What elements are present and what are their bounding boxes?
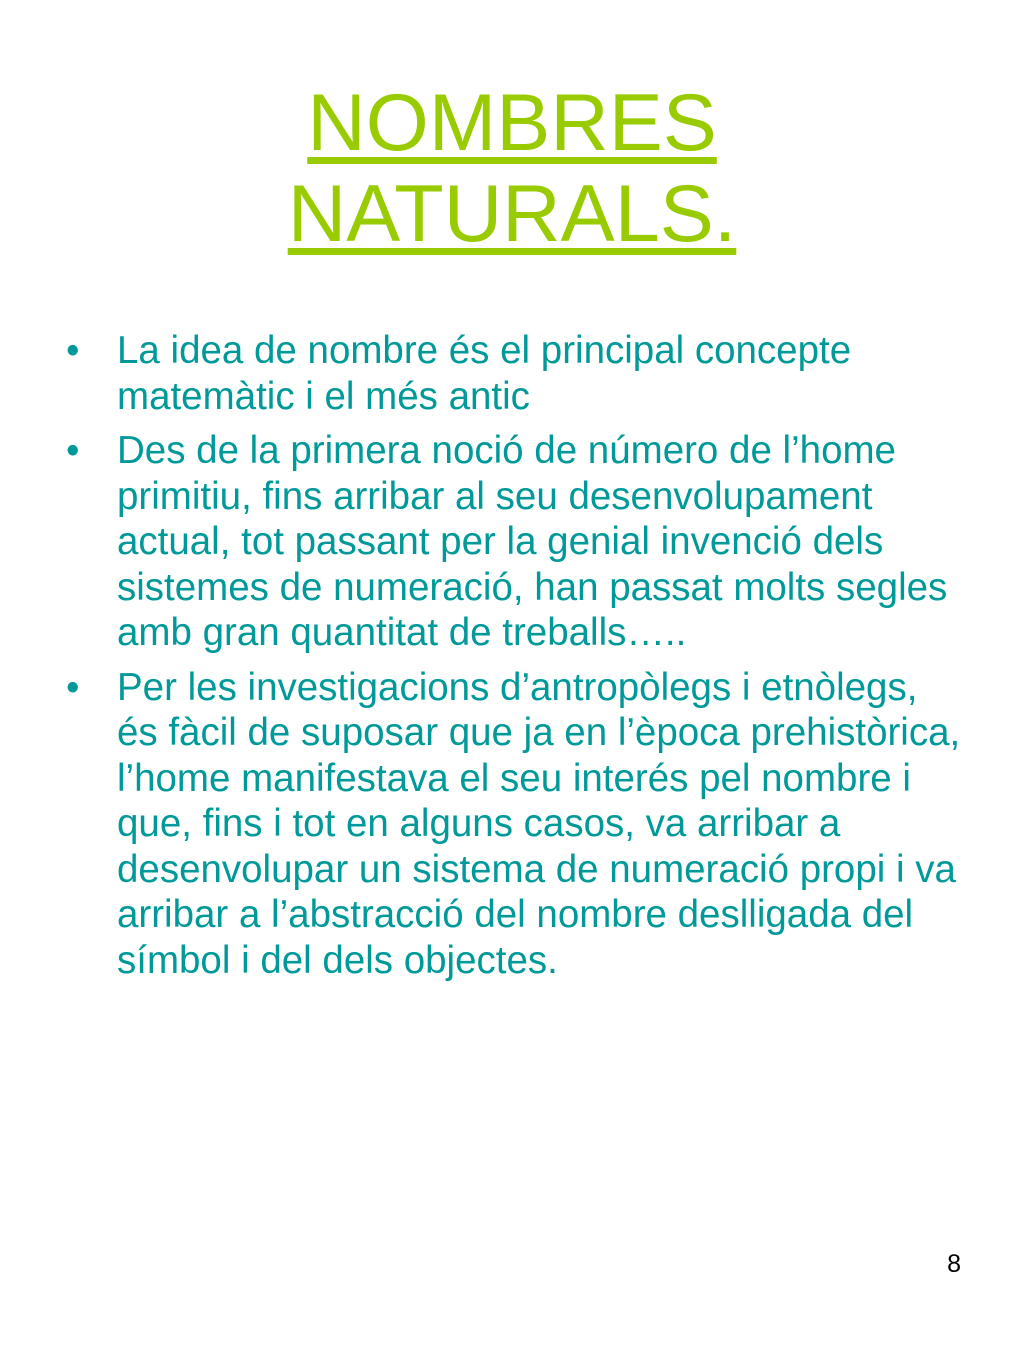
bullet-list bbox=[66, 328, 966, 992]
bullet-item bbox=[66, 665, 966, 984]
bullet-dot: • bbox=[66, 329, 80, 372]
bullet-dot: • bbox=[66, 665, 80, 709]
bullet-item bbox=[66, 328, 966, 419]
bullet-text: Per les investigacions d’antropòlegs i etnòlegs, és fàcil de suposar que ja en l’època prehistòrica, l’home manifestava el seu interés pel nombre i que, fins i tot en alguns casos, va arribar a desenvolupar un sistema de numeració propi i va arribar a l’abstracció del nombre deslligada del símbol i del dels objectes. bbox=[117, 665, 961, 982]
bullet-item bbox=[66, 428, 966, 656]
slide-title bbox=[0, 78, 1024, 260]
bullet-text: La idea de nombre és el principal concepte matemàtic i el més antic bbox=[117, 329, 852, 418]
title-line-2: NATURALS. bbox=[287, 169, 737, 259]
bullet-dot: • bbox=[66, 429, 80, 472]
bullet-text: Des de la primera noció de número de l’home primitiu, fins arribar al seu desenvolupament actual, tot passant per la genial invenció dels sistemes de numeració, han passat molts segles amb gran quantitat de treballs….. bbox=[117, 429, 948, 654]
title-line-1: NOMBRES bbox=[307, 78, 717, 168]
page-number: 8 bbox=[947, 1250, 961, 1278]
